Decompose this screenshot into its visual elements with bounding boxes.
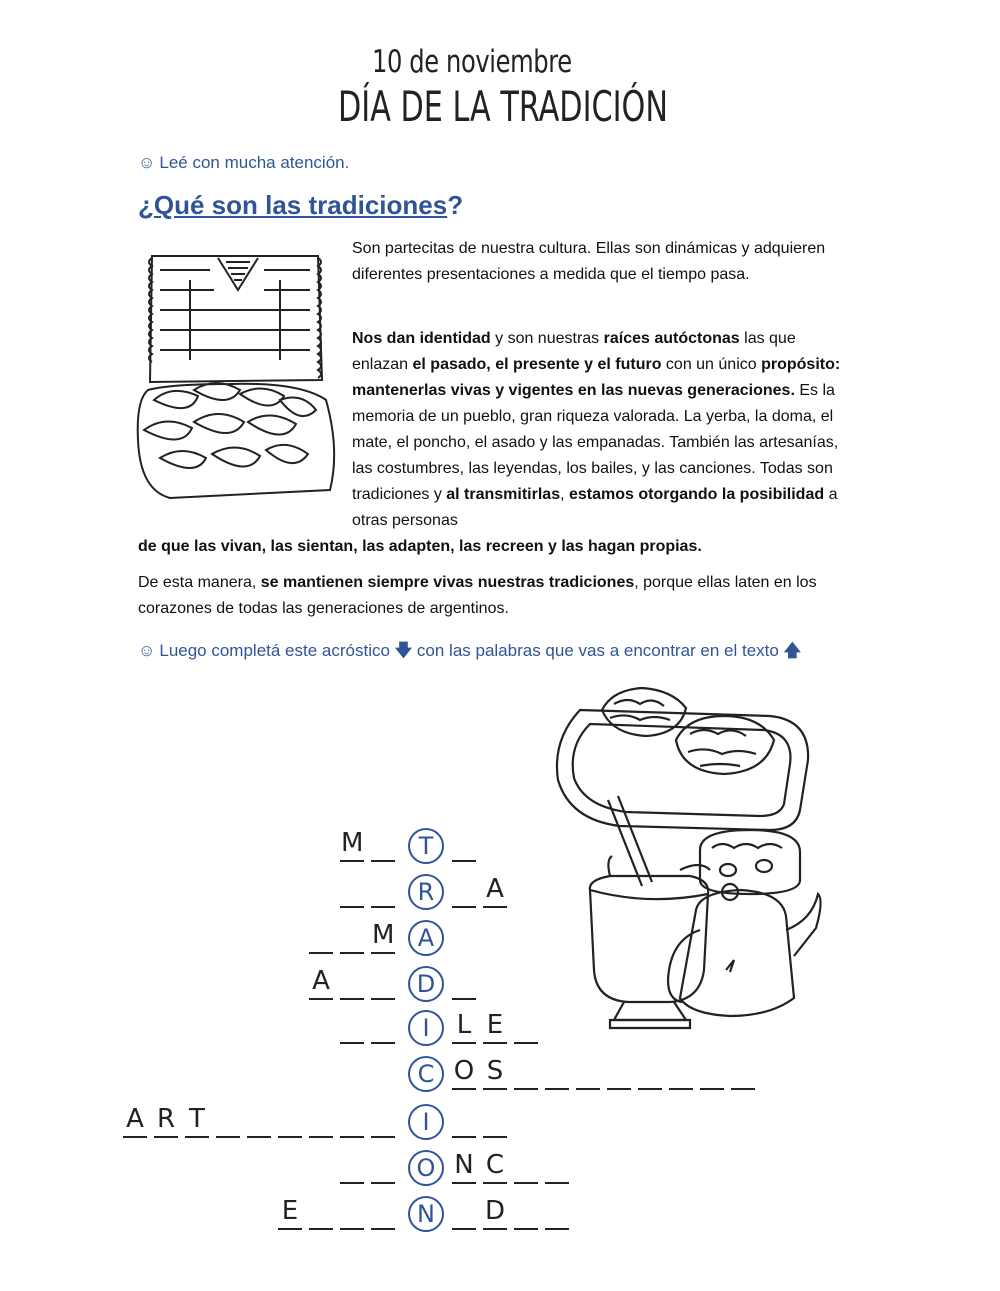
p2-s7: propósito: mantenerlas vivas y vigentes en las nuevas generaciones. <box>352 356 841 399</box>
acrostic-blank[interactable] <box>638 1088 662 1090</box>
acrostic-blank[interactable] <box>452 998 476 1000</box>
acrostic-blank[interactable] <box>309 1228 333 1230</box>
acrostic-given-letter: N <box>454 1150 474 1180</box>
acrostic-blank[interactable] <box>452 1042 476 1044</box>
acrostic-given-letter: M <box>341 828 364 858</box>
acrostic-given-letter: A <box>312 966 330 996</box>
acrostic-blank[interactable] <box>371 1228 395 1230</box>
acrostic-blank[interactable] <box>452 906 476 908</box>
acrostic-blank[interactable] <box>514 1088 538 1090</box>
acrostic-given-letter: C <box>485 1150 505 1180</box>
p3-s3: , porque ellas laten en los corazones de todas las generaciones de argentinos. <box>138 574 817 617</box>
acrostic-blank[interactable] <box>700 1088 724 1090</box>
p3-s2: se mantienen siempre vivas nuestras tradiciones <box>260 574 635 591</box>
acrostic-given-letter: T <box>189 1104 205 1134</box>
acrostic-blank[interactable] <box>340 860 364 862</box>
p2-s9: al transmitirlas <box>446 486 561 503</box>
acrostic-given-letter: E <box>281 1196 299 1226</box>
acrostic-blank[interactable] <box>483 1042 507 1044</box>
acrostic-blank[interactable] <box>340 906 364 908</box>
acrostic-blank[interactable] <box>340 1042 364 1044</box>
acrostic-key-letter: R <box>408 874 444 910</box>
acrostic-blank[interactable] <box>340 1182 364 1184</box>
acrostic-key-letter: D <box>408 966 444 1002</box>
acrostic-blank[interactable] <box>371 1042 395 1044</box>
acrostic-blank[interactable] <box>483 1088 507 1090</box>
p2-s8: Es la memoria de un pueblo, gran riqueza valorada. La yerba, la doma, el mate, el poncho, el asado y las empanadas. También las artesanías, las costumbres, las leyendas, los bailes, y las canciones. Todas son tradiciones y <box>352 382 839 503</box>
instruction-acrostic-text2: con las palabras que vas a encontrar en el texto <box>416 641 779 660</box>
p3-s1: De esta manera, <box>138 574 261 591</box>
acrostic-key-letter: A <box>408 920 444 956</box>
heading-suffix: ? <box>447 190 464 220</box>
poncho-and-empanadas-drawing <box>130 250 342 512</box>
header-title: DÍA DE LA TRADICIÓN <box>338 82 668 131</box>
acrostic-given-letter: A <box>486 874 504 904</box>
acrostic-blank[interactable] <box>483 906 507 908</box>
p2-s12: a otras personas <box>352 486 838 529</box>
acrostic-key-letter: C <box>408 1056 444 1092</box>
acrostic-blank[interactable] <box>514 1182 538 1184</box>
acrostic-key-letter: N <box>408 1196 444 1232</box>
acrostic-blank[interactable] <box>483 1136 507 1138</box>
acrostic-given-letter: A <box>126 1104 144 1134</box>
acrostic-blank[interactable] <box>545 1088 569 1090</box>
acrostic-given-letter: O <box>453 1056 475 1086</box>
arrow-up-icon: 🡅 <box>783 641 802 660</box>
acrostic-blank[interactable] <box>607 1088 631 1090</box>
acrostic-blank[interactable] <box>452 1136 476 1138</box>
paragraph-identity-bottom <box>138 534 858 560</box>
acrostic-blank[interactable] <box>371 998 395 1000</box>
acrostic-blank[interactable] <box>545 1182 569 1184</box>
acrostic-blank[interactable] <box>309 998 333 1000</box>
acrostic-blank[interactable] <box>669 1088 693 1090</box>
header-date: 10 de noviembre <box>372 44 572 80</box>
p2-s2: y son nuestras <box>490 330 604 347</box>
p2-s6: con un único <box>661 356 762 373</box>
acrostic-blank[interactable] <box>452 1228 476 1230</box>
acrostic-given-letter: D <box>484 1196 506 1226</box>
acrostic-key-letter: T <box>408 828 444 864</box>
heading-underlined: Qué son las tradiciones <box>153 190 448 220</box>
acrostic-blank[interactable] <box>545 1228 569 1230</box>
page-heading <box>138 190 463 221</box>
p2-s11: estamos otorgando la posibilidad <box>568 486 825 503</box>
paragraph-conclusion <box>138 570 858 622</box>
acrostic-given-letter: R <box>156 1104 176 1134</box>
acrostic-blank[interactable] <box>123 1136 147 1138</box>
acrostic-blank[interactable] <box>371 906 395 908</box>
acrostic-given-letter: M <box>372 920 395 950</box>
acrostic-blank[interactable] <box>514 1228 538 1230</box>
acrostic-blank[interactable] <box>340 1136 364 1138</box>
acrostic-blank[interactable] <box>452 860 476 862</box>
instruction-acrostic <box>138 638 801 667</box>
acrostic-given-letter: E <box>486 1010 504 1040</box>
acrostic-key-letter: I <box>408 1010 444 1046</box>
p2-s10: , <box>560 486 569 503</box>
arrow-down-icon: 🡇 <box>394 641 413 660</box>
p2-s5: el pasado, el presente y el futuro <box>412 356 662 373</box>
acrostic-key-letter: O <box>408 1150 444 1186</box>
p2-s1: Nos dan identidad <box>352 330 491 347</box>
acrostic-blank[interactable] <box>576 1088 600 1090</box>
instruction-read-text: Leé con mucha atención. <box>159 153 350 172</box>
acrostic-blank[interactable] <box>216 1136 240 1138</box>
acrostic-blank[interactable] <box>452 1088 476 1090</box>
acrostic-key-letter: I <box>408 1104 444 1140</box>
acrostic-blank[interactable] <box>278 1228 302 1230</box>
acrostic-blank[interactable] <box>278 1136 302 1138</box>
acrostic-blank[interactable] <box>247 1136 271 1138</box>
empanadas-and-mate-kettle-drawing <box>550 680 830 1040</box>
acrostic-blank[interactable] <box>371 860 395 862</box>
acrostic-blank[interactable] <box>309 1136 333 1138</box>
acrostic-blank[interactable] <box>340 952 364 954</box>
instruction-acrostic-text1: Luego completá este acróstico <box>159 641 390 660</box>
acrostic-blank[interactable] <box>340 1228 364 1230</box>
smiley-icon: ☺ <box>138 641 156 660</box>
paragraph-identity-top <box>352 326 850 534</box>
p2-s13: de que las vivan, las sientan, las adapten, las recreen y las hagan propias. <box>138 538 702 555</box>
acrostic-given-letter: L <box>456 1010 472 1040</box>
heading-prefix: ¿ <box>138 190 154 220</box>
p2-s4: las que enlazan <box>352 330 796 373</box>
acrostic-blank[interactable] <box>309 952 333 954</box>
acrostic-blank[interactable] <box>483 1182 507 1184</box>
acrostic-blank[interactable] <box>514 1042 538 1044</box>
acrostic-blank[interactable] <box>731 1088 755 1090</box>
acrostic-blank[interactable] <box>371 1182 395 1184</box>
instruction-read <box>138 153 349 173</box>
acrostic-blank[interactable] <box>452 1182 476 1184</box>
acrostic-blank[interactable] <box>371 952 395 954</box>
acrostic-blank[interactable] <box>483 1228 507 1230</box>
paragraph-intro: Son partecitas de nuestra cultura. Ellas son dinámicas y adquieren diferentes presentaciones a medida que el tiempo pasa. <box>352 240 826 283</box>
smiley-icon: ☺ <box>138 153 156 172</box>
acrostic-blank[interactable] <box>154 1136 178 1138</box>
acrostic-blank[interactable] <box>371 1136 395 1138</box>
acrostic-blank[interactable] <box>185 1136 209 1138</box>
p2-s3: raíces autóctonas <box>603 330 740 347</box>
acrostic-given-letter: S <box>486 1056 504 1086</box>
acrostic-blank[interactable] <box>340 998 364 1000</box>
